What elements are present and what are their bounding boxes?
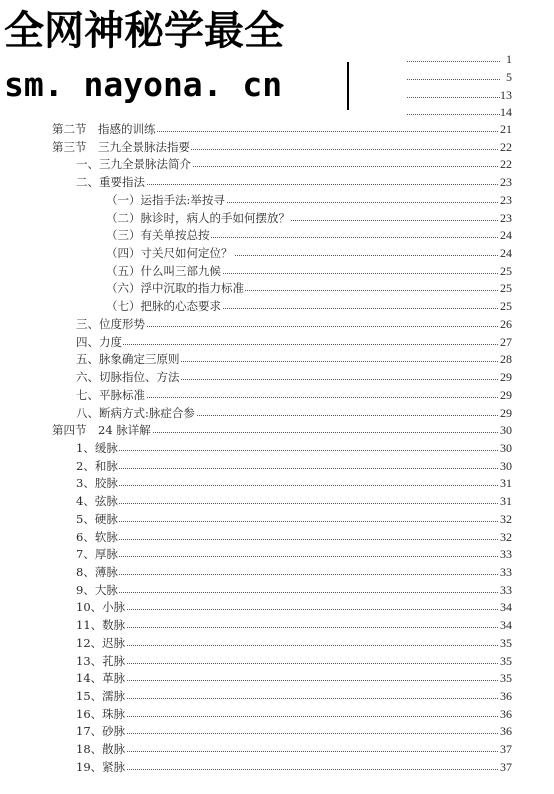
- dot-leader: [84, 609, 498, 610]
- toc-entry[interactable]: [0, 227, 554, 244]
- toc-entry[interactable]: [0, 298, 554, 315]
- toc-entry-label: 7、厚脉: [76, 547, 118, 562]
- toc-entry[interactable]: [0, 564, 554, 581]
- toc-entry[interactable]: [0, 723, 554, 740]
- toc-entry-label: 三、位度形势: [76, 316, 145, 331]
- toc-entry-label: 七、平脉标准: [76, 387, 145, 402]
- toc-entry-label: （一）运指手法:举按寻: [106, 192, 225, 207]
- dot-leader: [84, 184, 498, 185]
- toc-page-number: 35: [500, 653, 512, 668]
- toc-page-number: 36: [500, 689, 512, 704]
- toc-entry[interactable]: [0, 475, 554, 492]
- toc-page-number: 32: [500, 529, 512, 544]
- toc-entry[interactable]: [0, 263, 554, 280]
- toc-entry[interactable]: [0, 706, 554, 723]
- toc-page-number: 29: [500, 405, 512, 420]
- toc-entry-label: 9、大脉: [76, 582, 118, 597]
- dot-leader: [84, 663, 498, 664]
- toc-entry[interactable]: [0, 458, 554, 475]
- dot-leader: [84, 326, 498, 327]
- toc-entry[interactable]: [0, 87, 554, 104]
- dot-leader: [84, 521, 498, 522]
- toc-entry[interactable]: [0, 511, 554, 528]
- dot-leader: [84, 769, 498, 770]
- toc-page-number: 30: [500, 423, 512, 438]
- watermark-title: 全网神秘学最全: [4, 8, 284, 54]
- toc-page-number: 29: [500, 387, 512, 402]
- toc-page-number: 33: [500, 565, 512, 579]
- toc-page-number: 25: [500, 299, 512, 314]
- toc-page-number: 14: [500, 105, 512, 119]
- toc-entry-label: 3、胶脉: [76, 476, 118, 491]
- toc-entry-label: 五、脉象确定三原则: [76, 352, 180, 367]
- toc-entry[interactable]: [0, 210, 554, 227]
- toc-entry-label: （五）什么叫三部九候: [106, 263, 221, 278]
- toc-entry-label: 第三节 三九全景脉法指要: [52, 139, 190, 154]
- toc-entry-label: 四、力度: [76, 334, 122, 349]
- toc-entry-label: （二）脉诊时，病人的手如何摆放？: [106, 210, 290, 225]
- toc-page-number: 31: [500, 494, 512, 509]
- toc-entry[interactable]: [0, 245, 554, 262]
- toc-page-number: 29: [500, 370, 512, 385]
- dot-leader: [84, 716, 498, 717]
- toc-entry[interactable]: [0, 635, 554, 652]
- toc-entry[interactable]: [0, 139, 554, 156]
- toc-entry[interactable]: [0, 104, 554, 121]
- toc-page-number: 36: [500, 724, 512, 739]
- toc-entry-label: 二、重要指法: [76, 175, 145, 190]
- toc-page-number: 31: [500, 476, 512, 491]
- toc-entry-label: 2、和脉: [76, 458, 118, 473]
- toc-entry[interactable]: [0, 51, 554, 68]
- toc-page-number: 30: [500, 458, 512, 473]
- toc-entry[interactable]: [0, 334, 554, 351]
- toc-entry[interactable]: [0, 156, 554, 173]
- dot-leader: [84, 539, 498, 540]
- toc-entry-label: 12、迟脉: [76, 635, 126, 650]
- toc-page-number: 37: [500, 759, 512, 774]
- dot-leader: [84, 468, 498, 469]
- dot-leader: [407, 114, 500, 115]
- dot-leader: [407, 79, 500, 80]
- toc-page-number: 21: [500, 122, 512, 136]
- toc-entry[interactable]: [0, 599, 554, 616]
- toc-page-number: 34: [500, 600, 512, 615]
- dot-leader: [84, 397, 498, 398]
- toc-page-number: 30: [500, 440, 512, 455]
- toc-page-number: 23: [500, 192, 512, 207]
- toc-entry[interactable]: [0, 617, 554, 634]
- toc-entry[interactable]: [0, 546, 554, 563]
- dot-leader: [84, 592, 498, 593]
- toc-entry-label: 19、紧脉: [76, 759, 126, 774]
- dot-leader: [84, 485, 498, 486]
- toc-entry[interactable]: [0, 440, 554, 457]
- toc-entry-label: 11、数脉: [76, 618, 126, 633]
- toc-page-number: 35: [500, 635, 512, 650]
- toc-entry-label: 6、软脉: [76, 529, 118, 544]
- toc-entry-label: 8、薄脉: [76, 565, 118, 579]
- dot-leader: [84, 450, 498, 451]
- toc-page-number: 1: [506, 52, 512, 66]
- toc-entry[interactable]: [0, 653, 554, 670]
- toc-entry-label: 18、散脉: [76, 742, 126, 757]
- toc-entry[interactable]: [0, 121, 554, 138]
- toc-entry[interactable]: [0, 174, 554, 191]
- dot-leader: [84, 574, 498, 575]
- toc-page-number: 23: [500, 175, 512, 190]
- dot-leader: [407, 61, 500, 62]
- toc-entry-label: 5、硬脉: [76, 511, 118, 526]
- toc-page-number: 25: [500, 263, 512, 278]
- dot-leader: [84, 680, 498, 681]
- dot-leader: [84, 344, 498, 345]
- toc-entry-label: 八、断病方式:脉症合参: [76, 405, 195, 420]
- toc-page-number: 28: [500, 352, 512, 367]
- toc-page-number: 35: [500, 671, 512, 686]
- toc-entry[interactable]: [0, 688, 554, 705]
- dot-leader: [84, 627, 498, 628]
- toc-page-number: 33: [500, 547, 512, 562]
- toc-entry-label: 17、砂脉: [76, 724, 126, 739]
- toc-entry[interactable]: [0, 316, 554, 333]
- toc-page-number: 13: [500, 88, 512, 102]
- toc-entry[interactable]: [0, 582, 554, 599]
- toc-entry[interactable]: [0, 759, 554, 776]
- toc-page-number: 25: [500, 281, 512, 296]
- toc-page-number: 22: [500, 139, 512, 154]
- toc-entry-label: 第四节 24 脉详解: [52, 423, 151, 438]
- toc-entry[interactable]: [0, 529, 554, 546]
- toc-entry[interactable]: [0, 387, 554, 404]
- dot-leader: [84, 645, 498, 646]
- toc-entry-label: 14、革脉: [76, 671, 126, 686]
- toc-entry-label: （三）有关单按总按: [106, 228, 210, 243]
- toc-entry-label: 第二节 指感的训练: [52, 122, 156, 136]
- dot-leader: [84, 698, 498, 699]
- toc-entry[interactable]: [0, 405, 554, 422]
- toc-page-number: 27: [500, 334, 512, 349]
- toc-entry-label: （七）把脉的心态要求: [106, 299, 221, 314]
- toc-entry-label: 16、珠脉: [76, 706, 126, 721]
- toc-entry-label: 4、弦脉: [76, 494, 118, 509]
- toc-entry[interactable]: [0, 741, 554, 758]
- toc-page-number: 23: [500, 210, 512, 225]
- toc-entry-label: （六）浮中沉取的指力标准: [106, 281, 244, 296]
- toc-entry-label: 1、缓脉: [76, 440, 118, 455]
- toc-page-number: 33: [500, 582, 512, 597]
- dot-leader: [84, 751, 498, 752]
- toc-page-number: 5: [506, 70, 512, 84]
- toc-entry[interactable]: [0, 670, 554, 687]
- toc-entry[interactable]: [0, 351, 554, 368]
- toc-entry[interactable]: [0, 192, 554, 209]
- toc-page-number: 22: [500, 157, 512, 172]
- toc-entry[interactable]: [0, 422, 554, 439]
- toc-entry-label: 13、芤脉: [76, 653, 126, 668]
- toc-entry-label: 六、切脉指位、方法: [76, 370, 180, 385]
- toc-entry-label: 一、三九全景脉法简介: [76, 157, 191, 172]
- dot-leader: [84, 556, 498, 557]
- toc-entry-label: 15、濡脉: [76, 689, 126, 704]
- toc-page-number: 37: [500, 742, 512, 757]
- toc-page-number: 34: [500, 618, 512, 633]
- toc-entry[interactable]: [0, 369, 554, 386]
- toc-page-number: 24: [500, 246, 512, 261]
- toc-page-number: 36: [500, 706, 512, 721]
- toc-entry[interactable]: [0, 69, 554, 86]
- toc-page-number: 24: [500, 228, 512, 243]
- toc-page-number: 26: [500, 316, 512, 331]
- dot-leader: [84, 503, 498, 504]
- dot-leader: [407, 97, 500, 98]
- toc-entry[interactable]: [0, 493, 554, 510]
- dot-leader: [84, 733, 498, 734]
- toc-page-number: 32: [500, 511, 512, 526]
- toc-entry-label: 10、小脉: [76, 600, 126, 615]
- toc-entry-label: （四）寸关尺如何定位？: [106, 246, 233, 261]
- watermark-url: sm. nayona. cn: [4, 65, 283, 104]
- toc-entry[interactable]: [0, 280, 554, 297]
